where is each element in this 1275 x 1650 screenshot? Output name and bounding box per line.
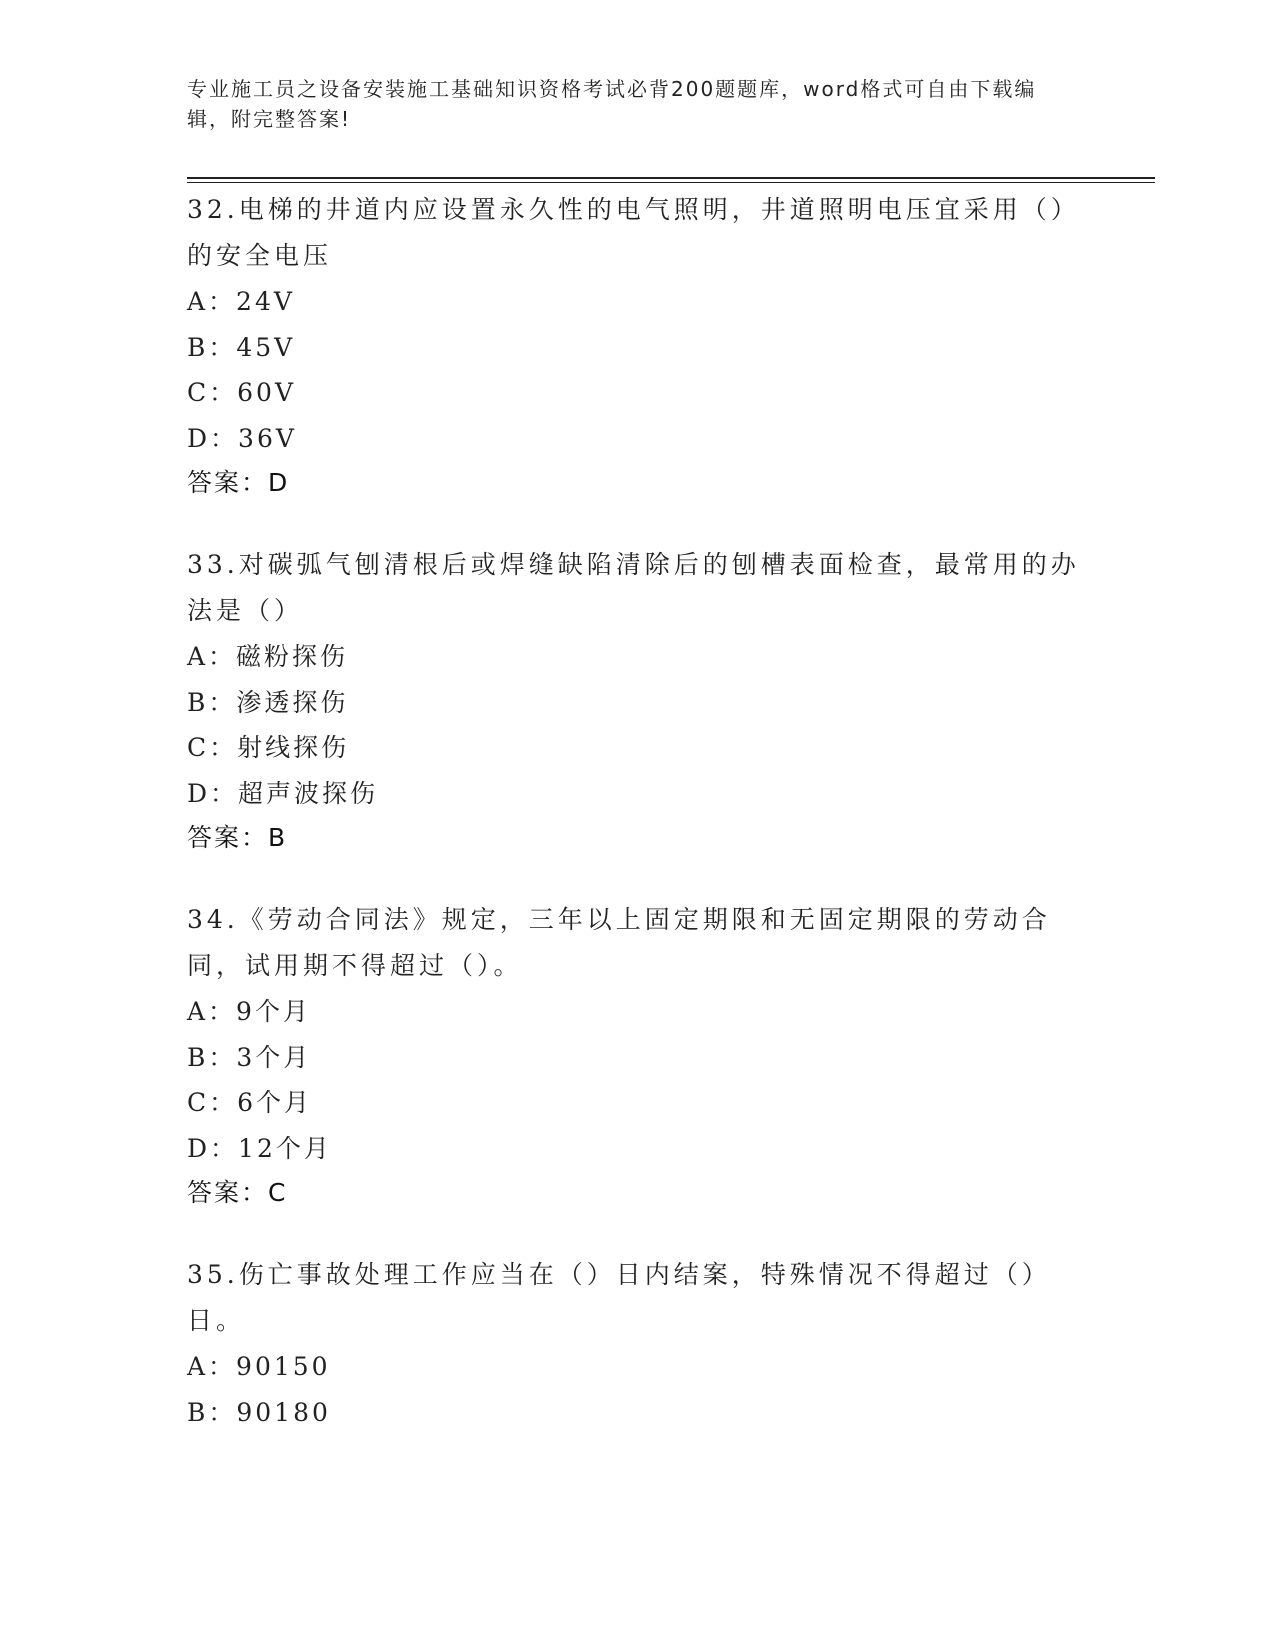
option-d: D：36V: [187, 423, 297, 453]
question-35: [187, 1252, 1087, 1435]
question-text: 33.对碳弧气刨清根后或焊缝缺陷清除后的刨槽表面检查，最常用的办法是（）: [187, 550, 1080, 625]
option-a: A：9个月: [187, 997, 311, 1026]
question-text: 35.伤亡事故处理工作应当在（）日内结案，特殊情况不得超过（）日。: [187, 1260, 1051, 1335]
option-b: B：45V: [187, 332, 296, 362]
option-b: B：渗透探伤: [187, 687, 349, 717]
header-divider-thick: [187, 177, 1155, 179]
question-text: 34.《劳动合同法》规定，三年以上固定期限和无固定期限的劳动合同，试用期不得超过（）。: [187, 905, 1051, 980]
header-divider-thin: [187, 182, 1155, 183]
option-c: C：射线探伤: [187, 733, 350, 762]
option-a: A：24V: [187, 287, 295, 316]
answer: 答案：D: [187, 468, 290, 497]
document-header: 专业施工员之设备安装施工基础知识资格考试必背200题题库，word格式可自由下载编辑，附完整答案!: [187, 77, 1037, 131]
question-text: 32.电梯的井道内应设置永久性的电气照明，井道照明电压宜采用（）的安全电压: [187, 195, 1080, 270]
option-b: B：90180: [187, 1397, 331, 1427]
option-a: A：磁粉探伤: [187, 642, 349, 671]
option-c: C：60V: [187, 378, 296, 407]
answer: 答案：C: [187, 1178, 288, 1207]
question-32: [187, 187, 1087, 505]
answer: 答案：B: [187, 823, 288, 852]
option-d: D：超声波探伤: [187, 778, 379, 808]
option-c: C：6个月: [187, 1088, 313, 1117]
question-list: [187, 187, 1087, 1472]
option-a: A：90150: [187, 1352, 331, 1381]
option-d: D：12个月: [187, 1133, 332, 1163]
question-34: [187, 897, 1087, 1215]
option-b: B：3个月: [187, 1042, 312, 1072]
question-33: [187, 542, 1087, 860]
